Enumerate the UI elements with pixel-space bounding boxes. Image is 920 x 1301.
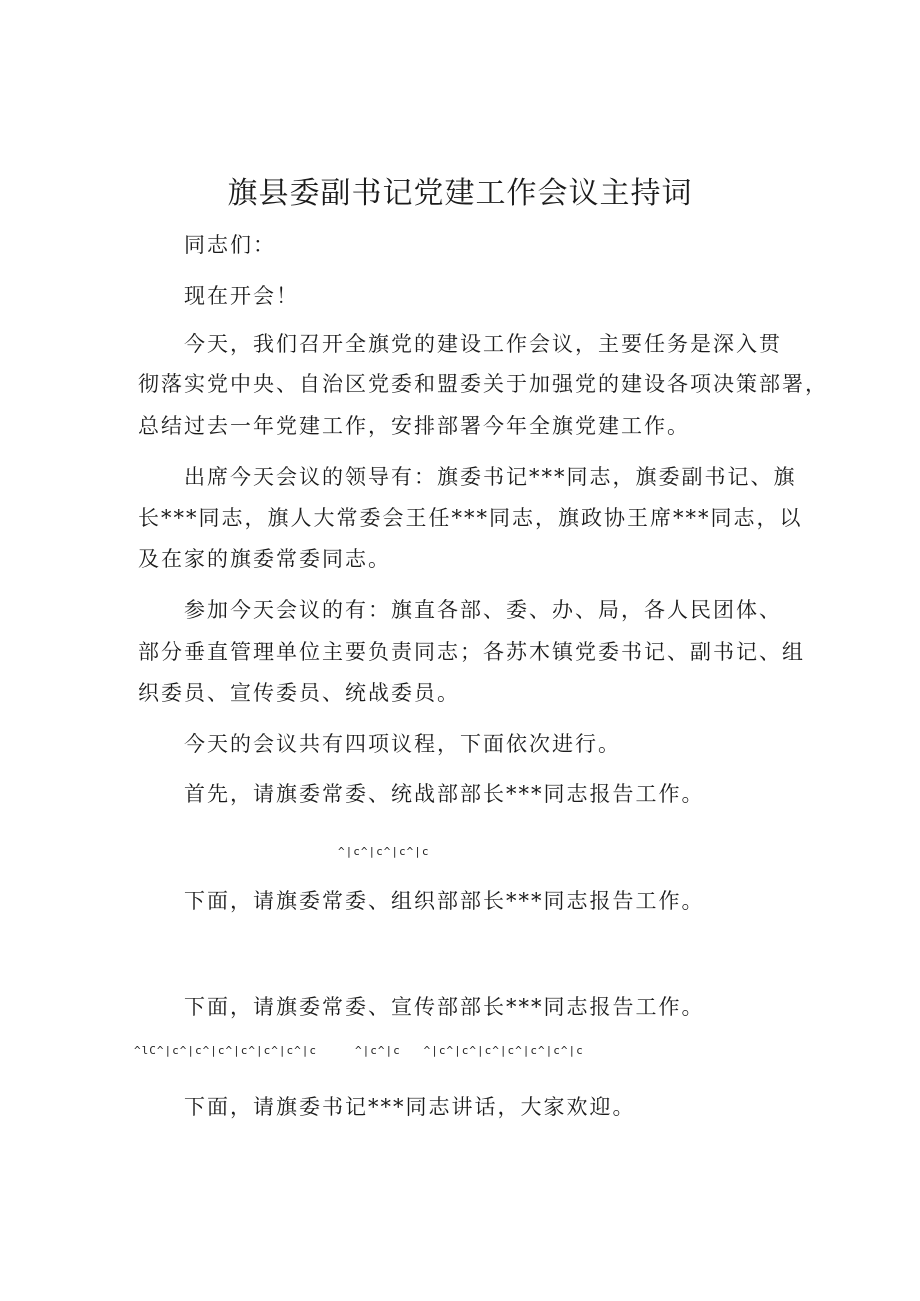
document-title: 旗县委副书记党建工作会议主持词 bbox=[227, 176, 693, 211]
paragraph-intro-line-2: 彻落实党中央、自治区党委和盟委关于加强党的建设各项决策部署， bbox=[138, 372, 828, 396]
paragraph-attendees-line-3: 织委员、宣传委员、统战委员。 bbox=[138, 681, 460, 705]
salutation: 同志们： bbox=[184, 233, 276, 257]
paragraph-open: 现在开会！ bbox=[184, 284, 299, 308]
paragraph-intro-line-1: 今天，我们召开全旗党的建设工作会议，主要任务是深入贯 bbox=[184, 332, 782, 356]
paragraph-attendees-line-2: 部分垂直管理单位主要负责同志；各苏木镇党委书记、副书记、组 bbox=[138, 640, 805, 664]
paragraph-agenda: 今天的会议共有四项议程，下面依次进行。 bbox=[184, 732, 621, 756]
agenda-item-4: 下面，请旗委书记***同志讲话，大家欢迎。 bbox=[184, 1095, 636, 1119]
paragraph-leaders-line-2: 长***同志，旗人大常委会王任***同志，旗政协王席***同志，以 bbox=[138, 506, 803, 530]
scan-artifact-text-2: ^lC^|c^|c^|c^|c^|c^|c^|c ^|c^|c ^|c^|c^|c^|c^|c^|c^|c bbox=[134, 1044, 584, 1057]
agenda-item-2: 下面，请旗委常委、组织部部长***同志报告工作。 bbox=[184, 889, 705, 913]
agenda-item-3: 下面，请旗委常委、宣传部部长***同志报告工作。 bbox=[184, 995, 705, 1019]
agenda-item-1: 首先，请旗委常委、统战部部长***同志报告工作。 bbox=[184, 782, 705, 806]
scan-artifact-text-1: ^|c^|c^|c^|c bbox=[338, 845, 430, 858]
paragraph-leaders-line-3: 及在家的旗委常委同志。 bbox=[138, 547, 391, 571]
paragraph-leaders-line-1: 出席今天会议的领导有：旗委书记***同志，旗委副书记、旗 bbox=[184, 465, 797, 489]
paragraph-intro-line-3: 总结过去一年党建工作，安排部署今年全旗党建工作。 bbox=[138, 414, 690, 438]
paragraph-attendees-line-1: 参加今天会议的有：旗直各部、委、办、局，各人民团体、 bbox=[184, 598, 782, 622]
